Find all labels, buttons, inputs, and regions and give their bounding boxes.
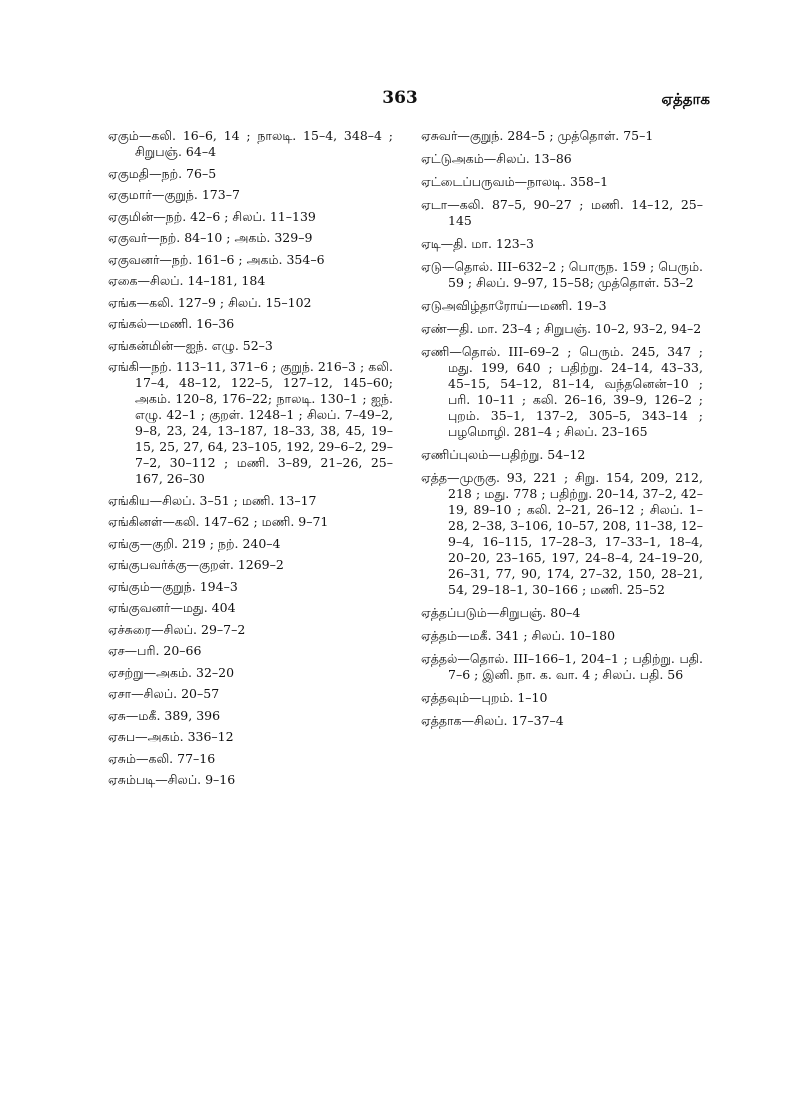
index-entry: ஏகுவனர்—நற். 161–6 ; அகம். 354–6 — [108, 251, 325, 267]
index-entry: ஏங்கிய—சிலப். 3–51 ; மணி. 13–17 — [108, 492, 317, 508]
index-entry: ஏசுப—அகம். 336–12 — [108, 729, 234, 744]
index-entry: ஏணிப்புலம்—பதிற்று. 54–12 — [421, 447, 586, 462]
index-entry: ஏசற்று—அகம். 32–20 — [108, 664, 235, 680]
index-entry: ஏகுமதி—நற். 76–5 — [108, 165, 217, 181]
index-entry: ஏசுவர்—குறுந். 284–5 ; முத்தொள். 75–1 — [421, 128, 654, 143]
index-entry: ஏச்சுரை—சிலப். 29–7–2 — [108, 621, 246, 637]
index-entry: ஏங்க—கலி. 127–9 ; சிலப். 15–102 — [108, 294, 312, 310]
index-entry: ஏத்தப்படும்—சிறுபஞ். 80–4 — [421, 605, 581, 620]
index-entry: ஏணி—தொல். III–69–2 ; பெரும். 245, 347 ; மது. 199, 640 ; பதிற்று. 24–14, 43–33, 45–15, 54–12, 81–14, வந்தனென்–10 ; பரி. 10–11 ; கலி. 26–16, 39–9, 126–2 ; புறம். 35–1, 137–2, 305–5, 343–14 ; பழமொழி. 281–4 ; சிலப். 23–165 — [421, 344, 703, 439]
index-entry: ஏத்த—முருகு. 93, 221 ; சிறு. 154, 209, 212, 218 ; மது. 778 ; பதிற்று. 20–14, 37–2, 42–19, 89–10 ; கலி. 2–21, 26–12 ; சிலப். 1–28, 2–38, 3–106, 10–57, 208, 11–38, 12–9–4, 16–115, 17–28–3, 17–33–1, 18–4, 20–20, 23–165, 197, 24–8–4, 24–19–20, 26–31, 77, 90, 174, 27–32, 150, 28–21, 54, 29–18–1, 30–166 ; மணி. 25–52 — [421, 470, 703, 597]
index-entry: ஏத்தல்—தொல். III–166–1, 204–1 ; பதிற்று. பதி. 7–6 ; இனி. நா. க. வா. 4 ; சிலப். பதி. 56 — [421, 651, 703, 682]
index-entry: ஏகுமார்—குறுந். 173–7 — [108, 187, 240, 202]
index-entry: ஏகுமின்—நற். 42–6 ; சிலப். 11–139 — [108, 208, 316, 224]
index-entry: ஏடுஅவிழ்தாரோய்—மணி. 19–3 — [421, 298, 607, 313]
index-entry: ஏங்குபவர்க்கு—குறள். 1269–2 — [108, 557, 284, 572]
index-entry: ஏச—பரி. 20–66 — [108, 643, 202, 658]
index-entry: ஏடா—கலி. 87–5, 90–27 ; மணி. 14–12, 25–145 — [421, 197, 703, 228]
index-entry: ஏசு—மகீ. 389, 396 — [108, 707, 221, 723]
index-entry: ஏடு—தொல். III–632–2 ; பொருந. 159 ; பெரும். 59 ; சிலப். 9–97, 15–58; முத்தொள். 53–2 — [421, 259, 703, 290]
index-entry: ஏண்—தி. மா. 23–4 ; சிறுபஞ். 10–2, 93–2, 94–2 — [421, 321, 702, 336]
index-entry: ஏகும்—கலி. 16–6, 14 ; நாலடி. 15–4, 348–4 ; சிறுபஞ். 64–4 — [108, 128, 393, 159]
index-entry: ஏடி—தி. மா. 123–3 — [421, 236, 534, 251]
index-entry: ஏசும்—கலி. 77–16 — [108, 750, 216, 766]
index-entry: ஏங்கல்—மணி. 16–36 — [108, 316, 235, 331]
index-entry: ஏங்கும்—குறுந். 194–3 — [108, 578, 238, 594]
index-entry: ஏத்தாக—சிலப். 17–37–4 — [421, 713, 564, 728]
index-entry: ஏங்கினள்—கலி. 147–62 ; மணி. 9–71 — [108, 514, 329, 529]
index-entry: ஏங்கி—நற். 113–11, 371–6 ; குறுந். 216–3 ; கலி. 17–4, 48–12, 122–5, 127–12, 145–60; அகம். 120–8, 176–22; நாலடி. 130–1 ; ஐந். எழு. 42–1 ; குறள். 1248–1 ; சிலப். 7–49–2, 9–8, 23, 24, 13–187, 18–33, 38, 45, 19–15, 25, 27, 64, 23–105, 192, 29–6–2, 29–7–2, 30–112 ; மணி. 3–89, 21–26, 25–167, 26–30 — [108, 359, 393, 486]
page-number: 363 — [382, 88, 418, 108]
index-column-right — [421, 128, 703, 736]
index-entry: ஏங்கன்மின்—ஐந். எழு. 52–3 — [108, 337, 273, 353]
index-column-left — [108, 128, 393, 794]
index-entry: ஏகை—சிலப். 14–181, 184 — [108, 273, 266, 288]
index-entry: ஏட்டைப்பருவம்—நாலடி. 358–1 — [421, 174, 609, 189]
index-entry: ஏத்தவும்—புறம். 1–10 — [421, 690, 548, 705]
index-entry: ஏத்தம்—மகீ. 341 ; சிலப். 10–180 — [421, 628, 616, 643]
index-entry: ஏட்டுஅகம்—சிலப். 13–86 — [421, 151, 572, 166]
index-entry: ஏகுவர்—நற். 84–10 ; அகம். 329–9 — [108, 230, 313, 245]
running-head: ஏத்தாக — [661, 90, 710, 108]
index-entry: ஏசும்படி—சிலப். 9–16 — [108, 772, 236, 787]
index-entry: ஏங்கு—குறி. 219 ; நற். 240–4 — [108, 535, 281, 551]
index-entry: ஏங்குவனர்—மது. 404 — [108, 600, 236, 615]
index-entry: ஏசா—சிலப். 20–57 — [108, 686, 220, 701]
